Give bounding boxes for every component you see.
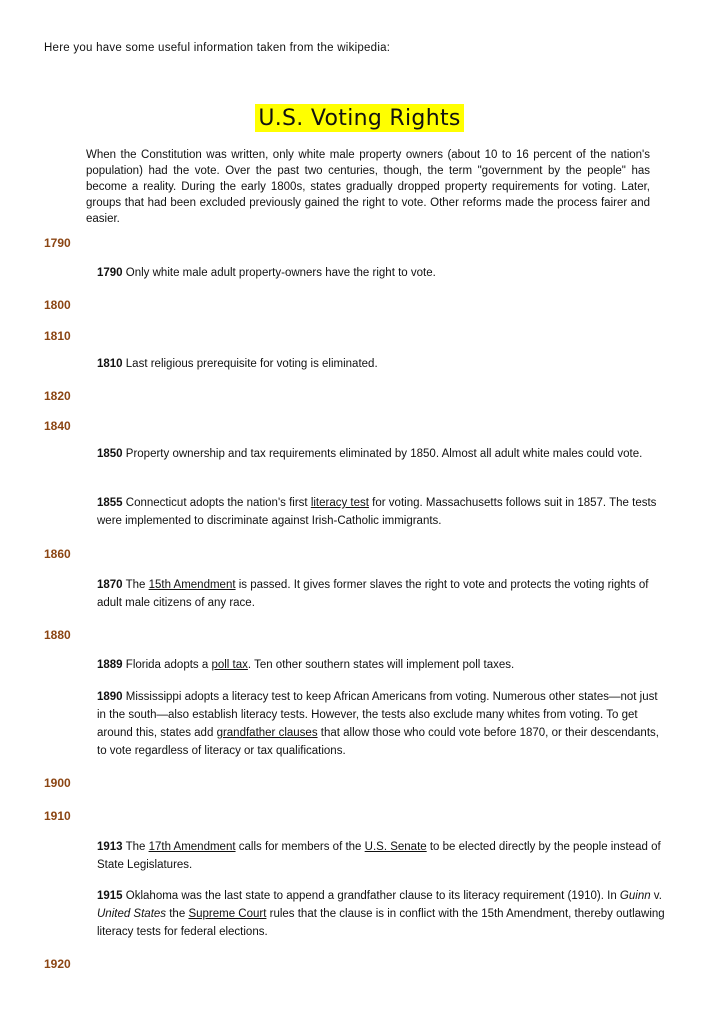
entry-year: 1870 <box>97 579 123 591</box>
entry-text: rules that the clause is in conflict with the 15th Amendment, thereby outlawing literacy tests for federal elections. <box>97 908 665 938</box>
17th-amendment-link[interactable]: 17th Amendment <box>148 841 236 853</box>
entry-text: for voting. Massachusetts follows suit in 1857. The tests were implemented to discriminate against Irish-Catholic immigrants. <box>97 497 657 527</box>
entry-1810 <box>97 355 667 373</box>
15th-amendment-link[interactable]: 15th Amendment <box>148 579 236 591</box>
intro-text: Here you have some useful information taken from the wikipedia: <box>44 42 391 54</box>
case-name-united-states: United States <box>97 908 167 920</box>
entry-year: 1913 <box>97 841 123 853</box>
entry-text: Oklahoma was the last state to append a grandfather clause to its literacy requirement (1910). In <box>122 890 620 902</box>
entry-text: Property ownership and tax requirements eliminated by 1850. Almost all adult white males could vote. <box>122 448 643 460</box>
year-heading-1820: 1820 <box>44 389 71 403</box>
entry-year: 1790 <box>97 267 123 279</box>
entry-text: is passed. It gives former slaves the right to vote and protects the voting rights of adult male citizens of any race. <box>97 579 649 609</box>
entry-1870 <box>97 576 667 612</box>
year-heading-1900: 1900 <box>44 776 71 790</box>
entry-1889 <box>97 656 667 674</box>
entry-text: The <box>122 841 149 853</box>
entry-text: Florida adopts a <box>122 659 212 671</box>
entry-text: The <box>122 579 149 591</box>
year-heading-1910: 1910 <box>44 809 71 823</box>
year-heading-1840: 1840 <box>44 419 71 433</box>
literacy-test-link[interactable]: literacy test <box>310 497 369 509</box>
year-heading-1860: 1860 <box>44 547 71 561</box>
entry-1790 <box>97 264 667 282</box>
entry-year: 1889 <box>97 659 123 671</box>
entry-text: Mississippi adopts a literacy test to keep African Americans from voting. Numerous other states—not just in the south—also establish literacy tests. However, the tests also exclude many whites from voting. To get around this, states add <box>97 691 658 739</box>
entry-text: to be elected directly by the people instead of State Legislatures. <box>97 841 661 871</box>
entry-text: calls for members of the <box>235 841 365 853</box>
entry-1850 <box>97 445 667 463</box>
entry-year: 1850 <box>97 448 123 460</box>
entry-text: the <box>166 908 189 920</box>
entry-text: Last religious prerequisite for voting is eliminated. <box>122 358 378 370</box>
year-heading-1920: 1920 <box>44 957 71 971</box>
us-senate-link[interactable]: U.S. Senate <box>364 841 427 853</box>
entry-1913 <box>97 838 667 874</box>
entry-year: 1915 <box>97 890 123 902</box>
year-heading-1800: 1800 <box>44 298 71 312</box>
supreme-court-link[interactable]: Supreme Court <box>188 908 267 920</box>
title-container <box>0 104 719 132</box>
entry-text: v. <box>650 890 662 902</box>
entry-text: Connecticut adopts the nation's first <box>122 497 311 509</box>
entry-year: 1810 <box>97 358 123 370</box>
entry-text: Only white male adult property-owners have the right to vote. <box>122 267 436 279</box>
year-heading-1810: 1810 <box>44 329 71 343</box>
year-heading-1790: 1790 <box>44 236 71 250</box>
entry-1855 <box>97 494 667 530</box>
lead-paragraph: When the Constitution was written, only white male property owners (about 10 to 16 percent of the nation's population) had the vote. Over the past two centuries, though, the term "government by the people" has become a reality. During the early 1800s, states gradually dropped property requirements for voting. Later, groups that had been excluded previously gained the right to vote. Other reforms made the process fairer and easier. <box>86 149 650 225</box>
poll-tax-link[interactable]: poll tax <box>211 659 248 671</box>
entry-text: that allow those who could vote before 1870, or their descendants, to vote regardless of literacy or tax qualifications. <box>97 727 659 757</box>
entry-text: . Ten other southern states will implement poll taxes. <box>247 659 515 671</box>
entry-year: 1855 <box>97 497 123 509</box>
entry-year: 1890 <box>97 691 123 703</box>
entry-1890 <box>97 688 667 760</box>
grandfather-clauses-link[interactable]: grandfather clauses <box>216 727 318 739</box>
case-name-guinn: Guinn <box>619 890 651 902</box>
page-title: U.S. Voting Rights <box>255 104 463 132</box>
year-heading-1880: 1880 <box>44 628 71 642</box>
entry-1915 <box>97 887 667 941</box>
